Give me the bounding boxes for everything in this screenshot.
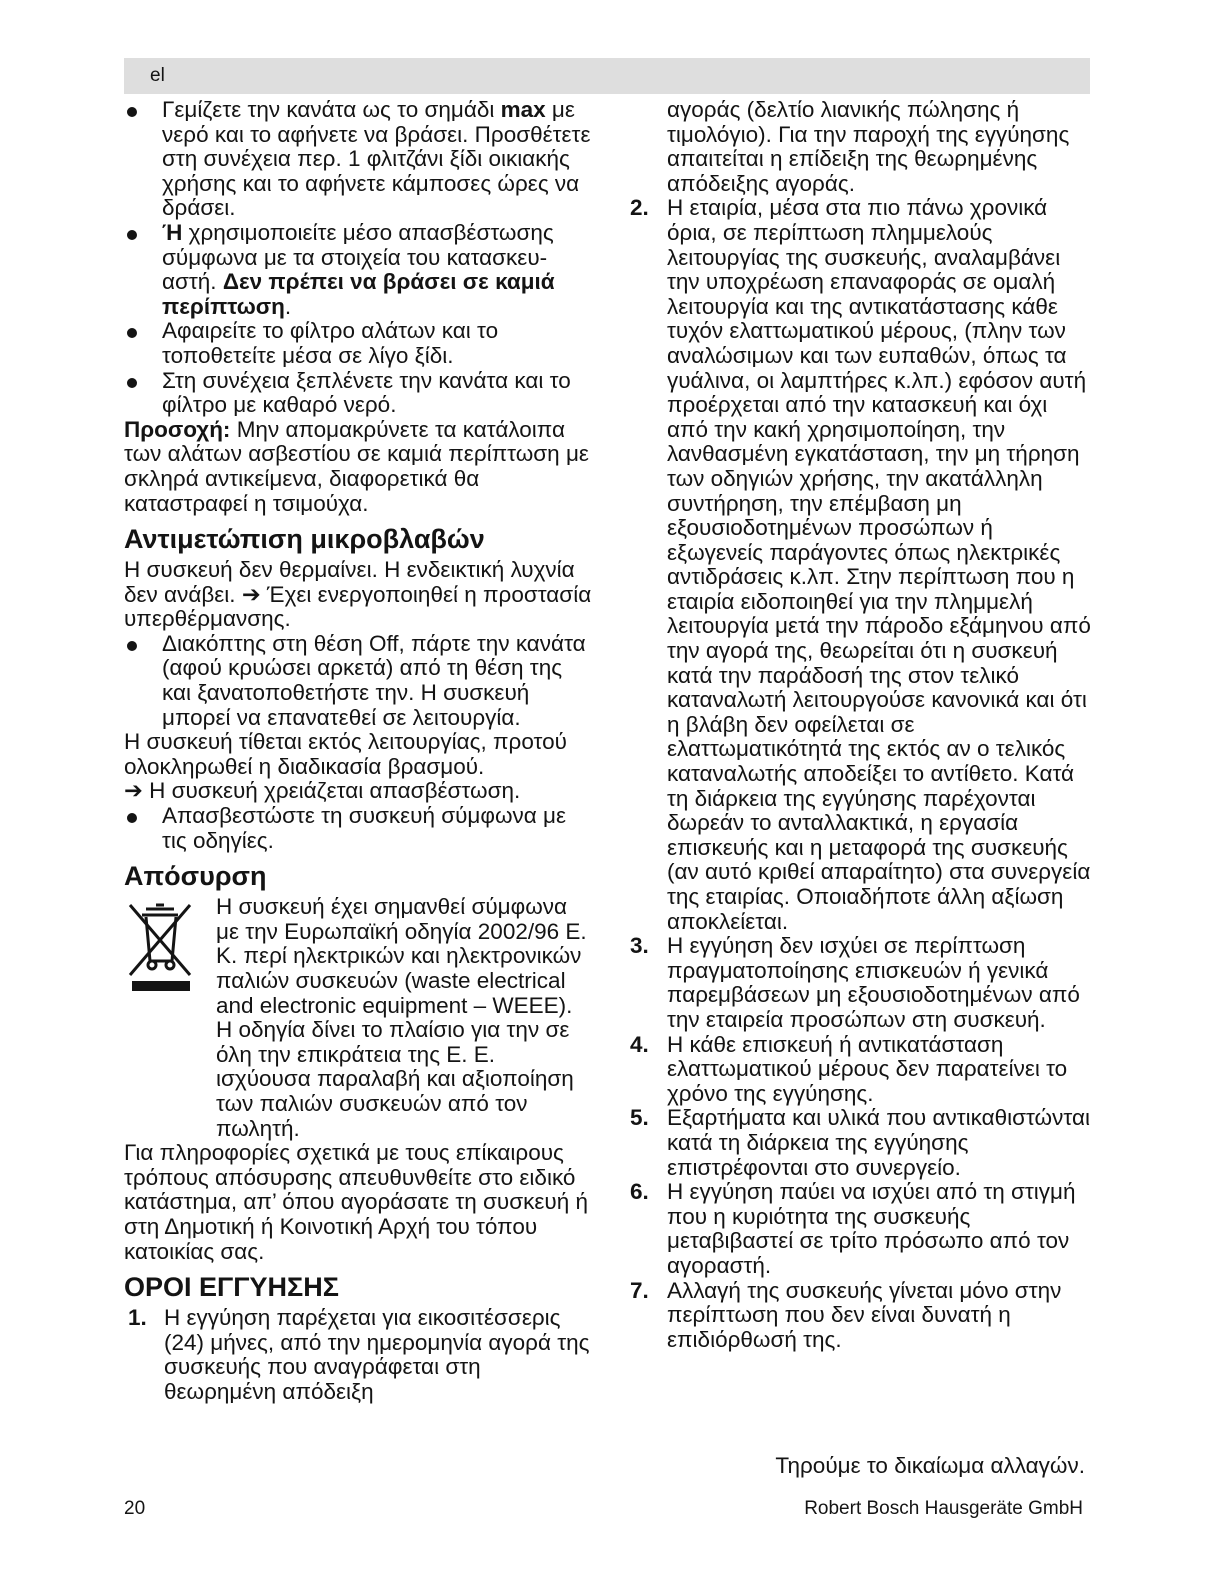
item-number: 4.: [630, 1031, 649, 1057]
disposal-info: Για πληροφορίες σχετικά με τους επίκαιρους τρόπους απόσυρσης απευθυνθείτε στο ειδικό κατάστημα, απ’ όπου αγοράσατε τη συσκευή ή στη Δημοτική ή Κοινοτική Αρχή του τόπου κατοικίας σας.: [124, 1140, 588, 1264]
rights-reserved-note: Τηρούμε το δικαίωμα αλλαγών.: [775, 1453, 1085, 1478]
page-number: 20: [124, 1498, 146, 1519]
crossed-bin-icon: [126, 895, 194, 995]
warranty-item: 6. Η εγγύηση παύει να ισχύει από τη στιγμή που η κυριότητα της συσκευής μεταβιβαστεί σε τρίτο πρόσωπο από τον αγοραστή.: [630, 1179, 1076, 1278]
item-number: 2.: [630, 195, 649, 221]
language-code: el: [150, 65, 165, 86]
list-item: Ή χρησιμοποιείτε μέσο απασβέστωσης σύμφωνα με τα στοιχεία του κατασκευ-αστή. Δεν πρέπει να βράσει σε καμιά περίπτωση.: [124, 221, 594, 319]
bullet-icon: [127, 813, 137, 823]
left-column: [124, 98, 594, 1405]
bullet-icon: [127, 107, 137, 117]
warranty-item: 2. Η εταιρία, μέσα στα πιο πάνω χρονικά όρια, σε περίπτωση πλημμελούς λειτουργίας της συσκευής, αναλαμβάνει την υποχρέωση επαναφοράς σε ομαλή λειτουργία και της αντικατάστασης κάθε τυχόν ελαττωματικού μέρους, (πλην των αναλώσιμων και των ευπαθών, όπως τα γυάλινα, οι λαμπτήρες κ.λπ.) εφόσον αυτή προέρχεται από την κατασκευή και όχι από την κακή χρησιμοποίηση, την λανθασμένη εγκατάσταση, την μη τήρηση των οδηγιών χρήσης, την ακατάλληλη συντήρηση, την επέμβαση μη εξουσιοδοτημένων προσώπων ή εξωγενείς παράγοντες όπως ηλεκτρικές αντιδράσεις κ.λπ. Στην περίπτωση που η εταιρία ειδοποιηθεί για την πλημμελή λειτουργία μετά την πάροδο εξάμηνου από την αγορά της, θεωρείται ότι η συσκευή κατά την παράδοσή της στον τελικό καταναλωτή λειτουργούσε κανονικά και ότι η βλάβη δεν οφείλεται σε ελαττωματικότητά της εκτός αν ο τελικός καταναλωτής αποδείξει το αντίθετο. Κατά τη διάρκεια της εγγύησης παρέχονται δωρεάν το ανταλλακτικά, η εργασία επισκευής και η μεταφορά της συσκευής (αν αυτό κριθεί απαραίτητο) στα συνεργεία της εταιρίας. Οποιαδήποτε άλλη αξίωση αποκλείεται.: [630, 195, 1091, 934]
item-number: 7.: [630, 1277, 649, 1303]
warranty-item: 5. Εξαρτήματα και υλικά που αντικαθιστώνται κατά τη διάρκεια της εγγύησης επιστρέφονται στο συνεργείο.: [630, 1105, 1090, 1180]
warranty-item: 3. Η εγγύηση δεν ισχύει σε περίπτωση πραγματοποίησης επισκευών ή γενικά παρεμβάσεων μη εξουσιοδοτημένων από την εταιρεία προσώπων στη συσκευή.: [630, 933, 1080, 1032]
disposal-heading: Απόσυρση: [124, 861, 267, 892]
arrow-icon: ➔: [241, 581, 261, 607]
warranty-continuation: αγοράς (δελτίο λιανικής πώλησης ή τιμολόγιο). Για την παροχή της εγγύησης απαιτείται η επίδειξη της θεωρημένης απόδειξης αγοράς.: [667, 97, 1070, 196]
bullet-icon: [127, 230, 137, 240]
list-item: Γεμίζετε την κανάτα ως το σημάδι max με νερό και το αφήνετε να βράσει. Προσθέτετε στη συνέχεια περ. 1 φλιτζάνι ξίδι οικιακής χρήσης και το αφήνετε κάμποσες ώρες να δράσει.: [124, 98, 594, 221]
disposal-block: [124, 895, 594, 1141]
list-item: Αφαιρείτε το φίλτρο αλάτων και το τοποθετείτε μέσα σε λίγο ξίδι.: [124, 319, 594, 368]
troubleshooting-heading: Αντιμετώπιση μικροβλαβών: [124, 524, 485, 555]
list-item: Στη συνέχεια ξεπλένετε την κανάτα και το φίλτρο με καθαρό νερό.: [124, 369, 594, 418]
item-number: 6.: [630, 1179, 649, 1205]
disposal-text: Η συσκευή έχει σημανθεί σύμφωνα με την Ευρωπαϊκή οδηγία 2002/96 Ε. Κ. περί ηλεκτρικών και ηλεκτρονικών παλιών συσκευών (waste electrical and electronic equipment – WEEE). Η οδηγία δίνει το πλαίσιο για την σε όλη την επικράτεια της Ε. Ε. ισχύουσα παραλαβή και αξιοποίηση των παλιών συσκευών από τον πωλητή.: [216, 894, 587, 1141]
caution-paragraph: Προσοχή: Μην απομακρύνετε τα κατάλοιπα των αλάτων ασβεστίου σε καμιά περίπτωση με σκληρά αντικείμενα, διαφορετικά θα καταστραφεί η τσιμούχα.: [124, 416, 589, 516]
header-bar: [124, 58, 1090, 94]
bullet-icon: [127, 378, 137, 388]
trouble-remedy: ➔ Η συσκευή χρειάζεται απασβέστωση.: [124, 778, 521, 804]
arrow-icon: ➔: [124, 778, 143, 804]
item-number: 3.: [630, 933, 649, 959]
item-number: 1.: [128, 1305, 147, 1331]
trouble-paragraph-1: Η συσκευή δεν θερμαίνει. Η ενδεικτική λυχνία δεν ανάβει. ➔ Έχει ενεργοποιηθεί η προστασία υπερθέρμανσης.: [124, 557, 592, 632]
list-item: Απασβεστώστε τη συσκευή σύμφωνα με τις οδηγίες.: [124, 804, 594, 853]
company-name: Robert Bosch Hausgeräte GmbH: [804, 1498, 1083, 1519]
item-number: 5.: [630, 1105, 649, 1131]
warranty-item: 4. Η κάθε επισκευή ή αντικατάσταση ελαττωματικού μέρους δεν παρατείνει το χρόνο της εγγύησης.: [630, 1031, 1068, 1106]
list-item: Διακόπτης στη θέση Off, πάρτε την κανάτα (αφού κρυώσει αρκετά) από τη θέση της και ξανατοποθετήστε την. Η συσκευή μπορεί να επανατεθεί σε λειτουργία.: [124, 632, 594, 730]
bullet-icon: [127, 641, 137, 651]
bullet-icon: [127, 328, 137, 338]
warranty-heading: ΟΡΟΙ ΕΓΓΥΗΣΗΣ: [124, 1272, 339, 1303]
warranty-item: 1. Η εγγύηση παρέχεται για εικοσιτέσσερις (24) μήνες, από την ημερομηνία αγορά της συσκευής που αναγράφεται στη θεωρημένη απόδειξη: [128, 1305, 590, 1404]
trouble-paragraph-2: Η συσκευή τίθεται εκτός λειτουργίας, προτού ολοκληρωθεί η διαδικασία βρασμού.: [124, 729, 567, 779]
warranty-item: 7. Αλλαγή της συσκευής γίνεται μόνο στην περίπτωση που δεν είναι δυνατή η επιδιόρθωσή της.: [630, 1277, 1062, 1352]
right-column: [630, 98, 1092, 1352]
